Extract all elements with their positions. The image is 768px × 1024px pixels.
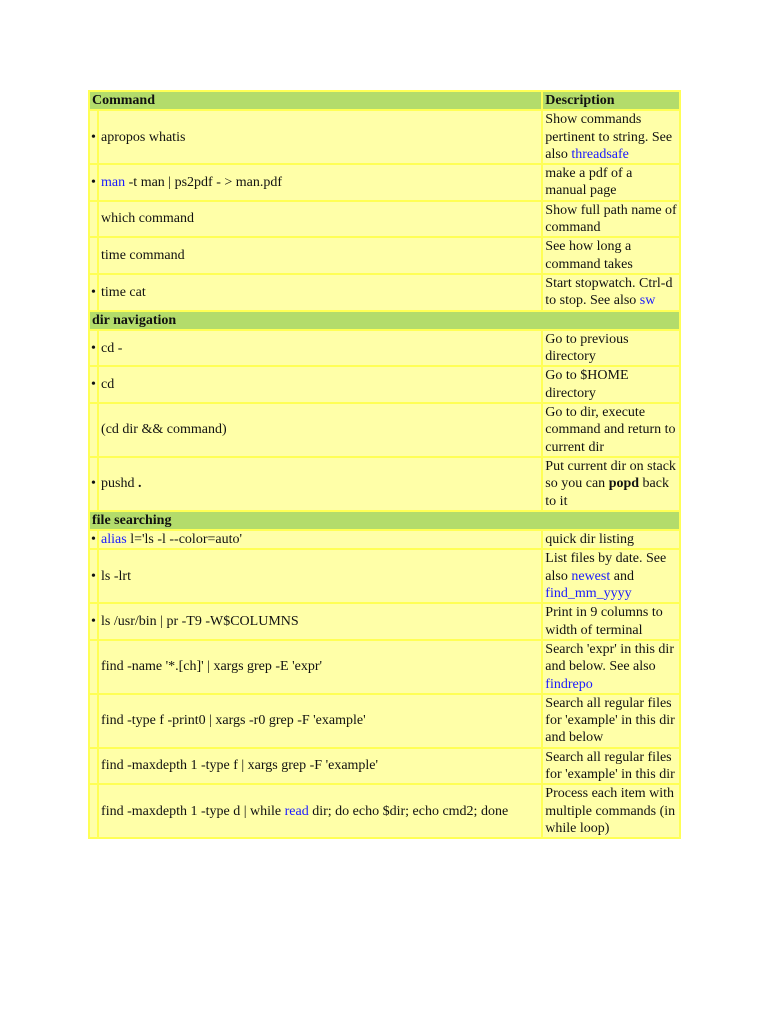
description-text: back to it bbox=[545, 476, 669, 509]
bullet-cell bbox=[90, 165, 97, 200]
table-row bbox=[90, 165, 679, 200]
bullet-cell bbox=[90, 275, 97, 310]
command-text: cd - bbox=[101, 340, 123, 356]
command-text: which command bbox=[101, 211, 194, 227]
bullet-cell bbox=[90, 458, 97, 510]
description-cell bbox=[543, 641, 679, 693]
bullet-cell bbox=[90, 238, 97, 273]
commands-table-body bbox=[90, 92, 679, 837]
description-text: Search all regular files for 'example' in this dir and below bbox=[545, 695, 675, 746]
command-text: time command bbox=[101, 248, 185, 264]
command-cell bbox=[99, 111, 541, 163]
description-cell bbox=[543, 550, 679, 602]
description-cell bbox=[543, 275, 679, 310]
bullet-icon: • bbox=[91, 532, 96, 548]
command-link[interactable]: man bbox=[101, 174, 126, 190]
command-cell bbox=[99, 367, 541, 402]
command-cell bbox=[99, 641, 541, 693]
description-text: Start stopwatch. Ctrl-d to stop. See also bbox=[545, 275, 673, 309]
bullet-cell bbox=[90, 749, 97, 784]
table-header-row bbox=[90, 92, 679, 109]
bullet-cell bbox=[90, 531, 97, 548]
section-header-row bbox=[90, 512, 679, 529]
description-cell bbox=[543, 604, 679, 639]
description-text: make a pdf of a manual page bbox=[545, 166, 633, 199]
table-row bbox=[90, 604, 679, 639]
description-text: Show full path name of command bbox=[545, 202, 677, 236]
command-text: l='ls -l --color=auto' bbox=[126, 532, 242, 548]
bullet-cell bbox=[90, 604, 97, 639]
command-text: find -maxdepth 1 -type f | xargs grep -F 'example' bbox=[101, 758, 379, 774]
description-cell bbox=[543, 202, 679, 237]
section-title: file searching bbox=[90, 512, 679, 529]
bullet-icon: • bbox=[91, 613, 96, 629]
bullet-icon: • bbox=[91, 568, 96, 584]
description-text: Put current dir on stack so you can bbox=[545, 458, 676, 492]
command-cell bbox=[99, 604, 541, 639]
command-link[interactable]: read bbox=[284, 803, 309, 819]
command-cell bbox=[99, 404, 541, 456]
description-text: Go to previous directory bbox=[545, 331, 629, 365]
description-bold-text: popd bbox=[608, 476, 640, 492]
bullet-icon: • bbox=[91, 476, 96, 492]
table-row bbox=[90, 238, 679, 273]
description-text: Print in 9 columns to width of terminal bbox=[545, 605, 663, 638]
table-row bbox=[90, 550, 679, 602]
description-cell bbox=[543, 749, 679, 784]
bullet-icon: • bbox=[91, 377, 96, 393]
table-row bbox=[90, 531, 679, 548]
command-text: ls /usr/bin | pr -T9 -W$COLUMNS bbox=[101, 613, 299, 629]
description-cell bbox=[543, 238, 679, 273]
command-bold-text: . bbox=[137, 476, 142, 492]
table-row bbox=[90, 367, 679, 402]
bullet-icon: • bbox=[91, 284, 96, 300]
command-cell bbox=[99, 458, 541, 510]
bullet-icon: • bbox=[91, 174, 96, 190]
table-row bbox=[90, 458, 679, 510]
description-text: and bbox=[610, 568, 634, 584]
description-cell bbox=[543, 695, 679, 747]
description-text: quick dir listing bbox=[545, 532, 634, 548]
bullet-cell bbox=[90, 785, 97, 837]
command-cell bbox=[99, 749, 541, 784]
table-row bbox=[90, 111, 679, 163]
description-cell bbox=[543, 531, 679, 548]
description-cell bbox=[543, 331, 679, 366]
command-text: (cd dir && command) bbox=[101, 422, 227, 438]
bullet-icon: • bbox=[91, 129, 96, 145]
command-text: cd bbox=[101, 377, 115, 393]
table-row bbox=[90, 331, 679, 366]
table-row bbox=[90, 404, 679, 456]
command-text: apropos whatis bbox=[101, 129, 186, 145]
command-text: find -name '*.[ch]' | xargs grep -E 'expr' bbox=[101, 659, 323, 675]
bullet-cell bbox=[90, 695, 97, 747]
command-text: time cat bbox=[101, 284, 146, 300]
section-header-row bbox=[90, 312, 679, 329]
table-row bbox=[90, 641, 679, 693]
description-cell bbox=[543, 367, 679, 402]
command-column-header: Command bbox=[90, 92, 541, 109]
description-cell bbox=[543, 785, 679, 837]
description-link[interactable]: findrepo bbox=[545, 676, 593, 692]
table-row bbox=[90, 695, 679, 747]
table-row bbox=[90, 749, 679, 784]
description-link[interactable]: sw bbox=[639, 293, 656, 309]
command-text: dir; do echo $dir; echo cmd2; done bbox=[308, 803, 509, 819]
description-column-header: Description bbox=[543, 92, 679, 109]
command-text: -t man | ps2pdf - > man.pdf bbox=[125, 174, 283, 190]
command-cell bbox=[99, 202, 541, 237]
command-cell bbox=[99, 531, 541, 548]
bullet-cell bbox=[90, 550, 97, 602]
command-cell bbox=[99, 695, 541, 747]
table-row bbox=[90, 202, 679, 237]
description-text: See how long a command takes bbox=[545, 239, 633, 272]
bullet-cell bbox=[90, 202, 97, 237]
description-link[interactable]: find_mm_yyyy bbox=[545, 586, 632, 602]
command-text: ls -lrt bbox=[101, 568, 131, 584]
bullet-icon: • bbox=[91, 340, 96, 356]
description-text: Process each item with multiple commands (in while loop) bbox=[545, 786, 676, 836]
table-row bbox=[90, 785, 679, 837]
bullet-cell bbox=[90, 367, 97, 402]
description-cell bbox=[543, 458, 679, 510]
command-cell bbox=[99, 785, 541, 837]
description-text: Search 'expr' in this dir and below. See also bbox=[545, 641, 674, 675]
description-text: Show commands pertinent to string. See also bbox=[545, 112, 673, 162]
command-cell bbox=[99, 550, 541, 602]
command-cell bbox=[99, 165, 541, 200]
bullet-cell bbox=[90, 111, 97, 163]
description-cell bbox=[543, 404, 679, 456]
description-text: Go to dir, execute command and return to current dir bbox=[545, 405, 676, 455]
description-link[interactable]: newest bbox=[571, 568, 611, 584]
description-text: Search all regular files for 'example' in this dir bbox=[545, 749, 675, 782]
description-cell bbox=[543, 111, 679, 163]
bullet-cell bbox=[90, 641, 97, 693]
commands-table bbox=[88, 90, 681, 839]
description-text: List files by date. See also bbox=[545, 551, 667, 584]
table-row bbox=[90, 275, 679, 310]
bullet-cell bbox=[90, 331, 97, 366]
command-cell bbox=[99, 331, 541, 366]
bullet-cell bbox=[90, 404, 97, 456]
section-title: dir navigation bbox=[90, 312, 679, 329]
description-link[interactable]: threadsafe bbox=[571, 146, 629, 162]
command-text: pushd bbox=[101, 476, 138, 492]
command-cell bbox=[99, 275, 541, 310]
description-text: Go to $HOME directory bbox=[545, 368, 629, 401]
command-link[interactable]: alias bbox=[101, 532, 127, 548]
command-text: find -type f -print0 | xargs -r0 grep -F 'example' bbox=[101, 713, 366, 729]
description-cell bbox=[543, 165, 679, 200]
command-cell bbox=[99, 238, 541, 273]
command-text: find -maxdepth 1 -type d | while bbox=[101, 803, 285, 819]
